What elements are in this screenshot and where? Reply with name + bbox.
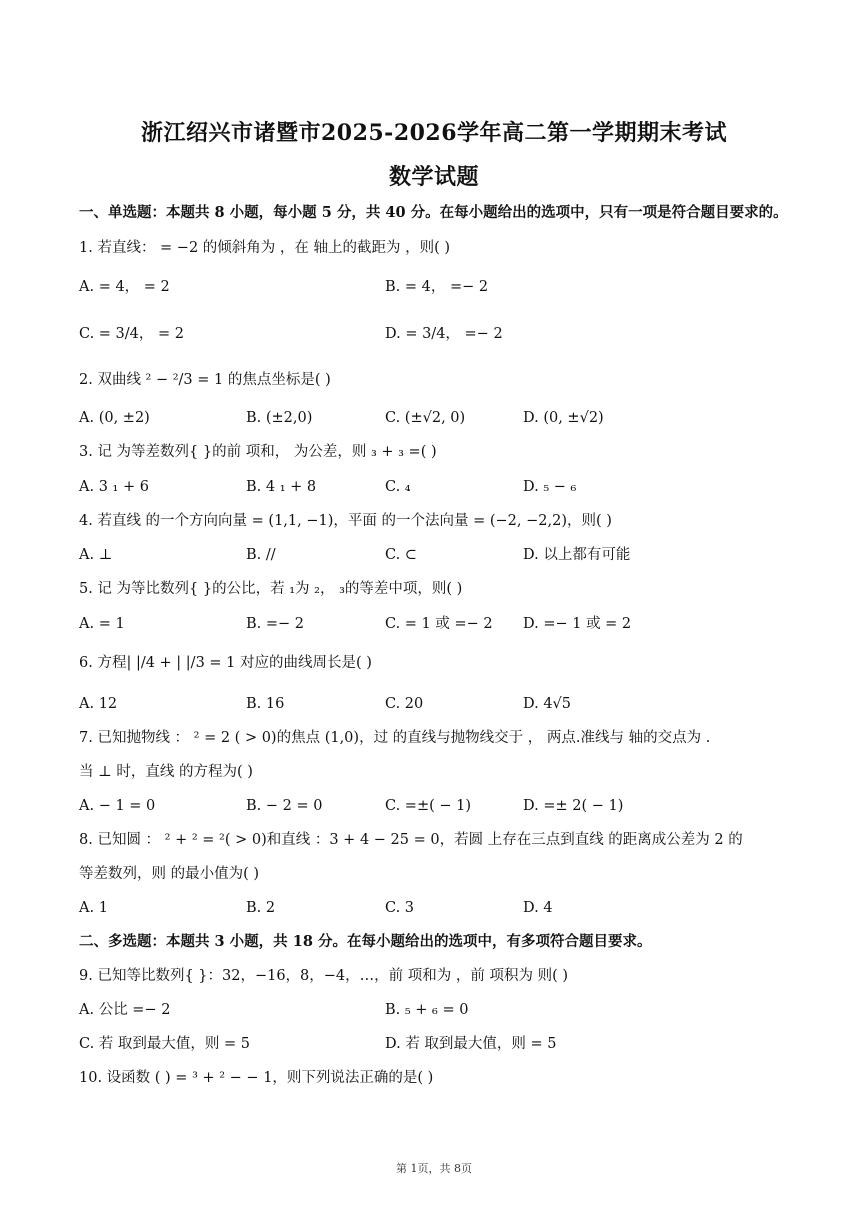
- question-8-stem-continued: 等差数列，则 的最小值为( ): [79, 866, 260, 882]
- question-5-option-c: C. = 1 或 =− 2: [385, 616, 493, 632]
- exam-subtitle: 数学试题: [388, 164, 479, 190]
- question-1-option-a: A. = 4， = 2: [79, 279, 170, 295]
- question-8-option-a: A. 1: [79, 900, 108, 916]
- question-7-option-a: A. − 1 = 0: [79, 798, 156, 814]
- question-8-stem: 8. 已知圆 ： ² + ² = ²( > 0)和直线 ：3 + 4 − 25 = 0，若圆 上存在三点到直线 的距离成公差为 2 的: [79, 832, 743, 848]
- question-4-option-d: D. 以上都有可能: [523, 547, 631, 563]
- question-6-option-b: B. 16: [246, 696, 285, 712]
- question-7-stem: 7. 已知抛物线 ： ² = 2 ( > 0)的焦点 (1,0)，过 的直线与抛物线交于 ， 两点.准线与 轴的交点为 .: [79, 730, 711, 746]
- question-1-option-d: D. = 3/4， =− 2: [385, 326, 503, 342]
- question-6-option-a: A. 12: [79, 696, 118, 712]
- question-6-option-c: C. 20: [385, 696, 424, 712]
- question-1-option-c: C. = 3/4， = 2: [79, 326, 184, 342]
- question-9-option-d: D. 若 取到最大值，则 = 5: [385, 1036, 557, 1052]
- question-2-stem: 2. 双曲线 ² − ²/3 = 1 的焦点坐标是( ): [79, 372, 331, 388]
- question-4-option-a: A. ⊥: [79, 547, 113, 563]
- question-6-option-d: D. 4√5: [523, 696, 572, 712]
- section-heading-multiple-choice: 二、多选题：本题共 3 小题，共 18 分。在每小题给出的选项中，有多项符合题目要求。: [79, 933, 652, 950]
- question-8-option-c: C. 3: [385, 900, 415, 916]
- question-8-option-b: B. 2: [246, 900, 276, 916]
- question-9-option-a: A. 公比 =− 2: [79, 1002, 171, 1018]
- question-9-option-b: B. ₅ + ₆ = 0: [385, 1002, 469, 1018]
- question-7-stem-continued: 当 ⊥ 时，直线 的方程为( ): [79, 764, 253, 780]
- question-3-option-b: B. 4 ₁ + 8: [246, 479, 317, 495]
- question-1-stem: 1. 若直线： = −2 的倾斜角为 ，在 轴上的截距为 ，则( ): [79, 240, 451, 256]
- question-2-option-b: B. (±2,0): [246, 410, 313, 426]
- section-heading-single-choice: 一、单选题：本题共 8 小题，每小题 5 分，共 40 分。在每小题给出的选项中，只有一项是符合题目要求的。: [79, 204, 788, 221]
- question-4-option-c: C. ⊂: [385, 547, 417, 563]
- question-2-option-a: A. (0, ±2): [79, 410, 150, 426]
- question-3-option-c: C. ₄: [385, 479, 411, 495]
- question-7-option-d: D. =± 2( − 1): [523, 798, 624, 814]
- question-10-stem: 10. 设函数 ( ) = ³ + ² − − 1，则下列说法正确的是( ): [79, 1070, 434, 1086]
- question-7-option-c: C. =±( − 1): [385, 798, 472, 814]
- question-3-stem: 3. 记 为等差数列{ }的前 项和， 为公差，则 ₃ + ₃ =( ): [79, 444, 437, 460]
- question-4-option-b: B. //: [246, 547, 276, 563]
- question-2-option-c: C. (±√2, 0): [385, 410, 466, 426]
- question-8-option-d: D. 4: [523, 900, 553, 916]
- question-3-option-d: D. ₅ − ₆: [523, 479, 577, 495]
- question-2-option-d: D. (0, ±√2): [523, 410, 604, 426]
- question-9-option-c: C. 若 取到最大值，则 = 5: [79, 1036, 250, 1052]
- exam-title: 浙江绍兴市诸暨市2025-2026学年高二第一学期期末考试: [140, 120, 728, 146]
- page-footer: 第 1页，共 8页: [396, 1162, 472, 1175]
- question-3-option-a: A. 3 ₁ + 6: [79, 479, 149, 495]
- question-5-option-d: D. =− 1 或 = 2: [523, 616, 632, 632]
- question-1-option-b: B. = 4， =− 2: [385, 279, 489, 295]
- question-5-option-b: B. =− 2: [246, 616, 305, 632]
- question-5-option-a: A. = 1: [79, 616, 125, 632]
- question-4-stem: 4. 若直线 的一个方向向量 = (1,1, −1)，平面 的一个法向量 = (−2, −2,2)，则( ): [79, 513, 612, 529]
- question-5-stem: 5. 记 为等比数列{ }的公比，若 ₁为 ₂， ₃的等差中项，则( ): [79, 581, 463, 597]
- question-7-option-b: B. − 2 = 0: [246, 798, 323, 814]
- question-9-stem: 9. 已知等比数列{ }：32，−16，8，−4，…，前 项和为 ，前 项积为 则( ): [79, 968, 569, 984]
- question-6-stem: 6. 方程| |/4 + | |/3 = 1 对应的曲线周长是( ): [79, 655, 372, 671]
